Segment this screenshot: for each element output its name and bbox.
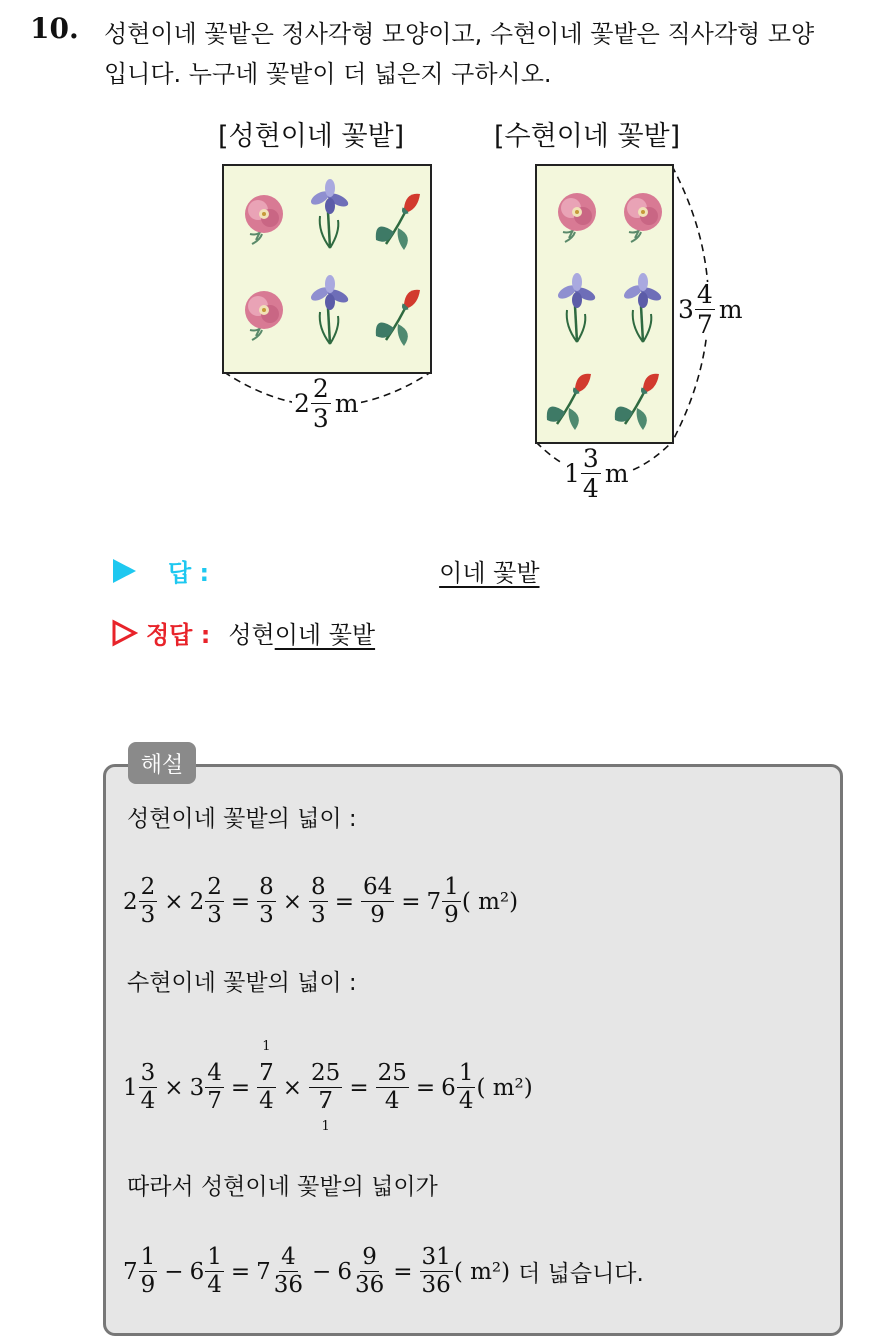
cancel-bottom-value: 1 <box>321 1119 330 1134</box>
rose-icon <box>624 193 662 242</box>
right-garden-rectangle <box>535 164 674 444</box>
dimension-arcs <box>0 0 884 540</box>
answer-arrow-icon <box>110 556 138 586</box>
question-text-line2: 입니다. 누구네 꽃밭이 더 넓은지 구하시오. <box>104 60 552 88</box>
answer-label: 답 : <box>168 559 210 587</box>
solution-line1: 성현이네 꽃밭의 넓이 : <box>127 806 357 832</box>
tulip-icon <box>615 374 659 430</box>
iris-icon <box>309 179 350 248</box>
correct-arrow-icon <box>110 618 138 648</box>
left-garden-title: [성현이네 꽃밭] <box>218 121 405 152</box>
correct-answer-row <box>110 615 375 650</box>
solution-tab: 해설 <box>128 742 196 784</box>
right-garden-flowers <box>537 166 672 442</box>
tulip-icon <box>376 194 420 250</box>
solution-ending: 더 넓습니다. <box>518 1261 644 1287</box>
right-width-length: 1 $\frac{3}{4}$ m <box>564 444 629 503</box>
equation-1: 2 $\frac{2}{3}$ × 2 $\frac{2}{3}$ = $\frac{8}{3}$ × $\frac{8}{3}$ = $\frac{64}{9}$ = 7 $\frac{1}{9}$ ( m²) <box>123 874 519 928</box>
equation-2: 1 $\frac{3}{4}$ × 3 $\frac{4}{7}$ = 1 7 4 × 25 7 1 = $\frac{25}{4}$ = 6 $\frac{1}{4}$ ( m²) <box>123 1039 533 1134</box>
question-number: 10. <box>30 12 79 45</box>
left-garden-flowers <box>224 166 430 372</box>
iris-icon <box>556 273 597 342</box>
correct-suffix: 이네 꽃밭 <box>274 621 376 649</box>
rose-icon <box>245 291 283 340</box>
iris-icon <box>622 273 663 342</box>
left-side-length: 2 $\frac{2}{3}$ m <box>294 374 359 433</box>
rose-icon <box>245 195 283 244</box>
tulip-icon <box>547 374 591 430</box>
right-height-length: 3 $\frac{4}{7}$ m <box>678 280 743 339</box>
right-garden-title: [수현이네 꽃밭] <box>494 121 681 152</box>
cancel-top-value: 1 <box>262 1039 271 1054</box>
equation-3: 7 $\frac{1}{9}$ − 6 $\frac{1}{4}$ = 7 $\frac{4}{36}$ − 6 $\frac{9}{36}$ = $\frac{31}{36}$ ( m²) 더 넓습니다. <box>123 1244 644 1298</box>
question-text-line1: 성현이네 꽃밭은 정사각형 모양이고, 수현이네 꽃밭은 직사각형 모양 <box>104 20 815 48</box>
rose-icon <box>558 193 596 242</box>
solution-line2: 수현이네 꽃밭의 넓이 : <box>127 970 357 996</box>
left-garden-square <box>222 164 432 374</box>
correct-prefix: 성현 <box>228 621 275 649</box>
answer-row <box>110 553 540 588</box>
solution-line3: 따라서 성현이네 꽃밭의 넓이가 <box>127 1174 438 1200</box>
answer-suffix: 이네 꽃밭 <box>439 559 540 587</box>
correct-label: 정답 : <box>146 621 211 649</box>
tulip-icon <box>376 290 420 346</box>
iris-icon <box>309 275 350 344</box>
